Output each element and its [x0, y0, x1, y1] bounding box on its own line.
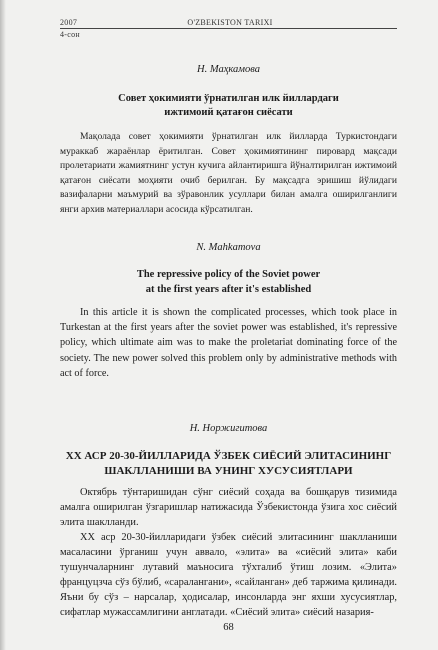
- header-journal-title: O'ZBEKISTON TARIXI: [187, 18, 273, 27]
- article1-abstract: Мақолада совет ҳокимияти ўрнатилган илк йилларда Туркистондаги мураккаб жараёнлар ёритилган. Совет ҳокимиятининг пировард мақсади пролетариати жамиятнинг устун кучига айлантиришга йўналтирилган ижтимоий қатағон сиёсати моҳияти очиб берилган. Бу мақсадга эришиш йўлидаги вазифаларни маъмурий ва зўравонлик усуллари билан амалга оширилганлиги янги архив материаллари асосида кўрсатилган.: [60, 131, 397, 215]
- article2-title-line1: The repressive policy of the Soviet power: [136, 269, 321, 280]
- article3-paragraph2: XX аср 20-30-йилларидаги ўзбек сиёсий элитасининг шаклланиши масаласини ўрганиш учун аввало, «элита» ва «сиёсий элита» каби тушунчаларнинг лутавий маъносига тўхталиб ўтиш лозим. «Элита» француцзча сўз бўлиб, «саралангани», «сайланган» деб таржима қилинади. Яъни бу сўз – нарсалар, ҳодисалар, инсонларда энг яхши хусусиятлар, сифатлар мужассамлигини англатади. «Сиёсий элита» сиёсий назария-: [60, 532, 397, 619]
- article3-author: Н. Норжигитова: [189, 423, 268, 434]
- page-number: 68: [223, 622, 234, 633]
- scan-left-edge-shadow: [0, 0, 6, 650]
- article1-title-line2: ижтимоий қатағон сиёсати: [164, 107, 293, 118]
- header-year: 2007: [60, 18, 78, 27]
- article3-title-line2: ШАКЛЛАНИШИ ВА УНИНГ ХУСУСИЯТЛАРИ: [104, 465, 353, 477]
- article2-abstract: In this article it is shown the complicated processes, which took place in Turkestan at the first years after the soviet power was established, it's repressive policy, which ultimate aim was to make the proletariat dominating force of the society. The new power solved this problem only by administrative methods with act of force.: [60, 307, 397, 379]
- article1-title-line1: Совет ҳокимияти ўрнатилган илк йиллардаги: [118, 93, 339, 104]
- article3-title-line1: XX АСР 20-30-ЙИЛЛАРИДА ЎЗБЕК СИЁСИЙ ЭЛИТАСИНИНГ: [65, 450, 392, 462]
- article2-author: N. Mahkamova: [196, 242, 261, 253]
- article3-paragraph1: Октябрь тўнтаришидан сўнг сиёсий соҳада ва бошқарув тизимида амалга оширилган ўзгаришлар натижасида Ўзбекистонда ўзига хос сиёсий элита шаклланди.: [60, 487, 397, 529]
- header-issue: 4-сон: [60, 30, 80, 39]
- article1-author: Н. Маҳкамова: [197, 64, 260, 75]
- article2-title-line2: at the first years after it's established: [145, 284, 312, 295]
- header-rule: [60, 28, 397, 29]
